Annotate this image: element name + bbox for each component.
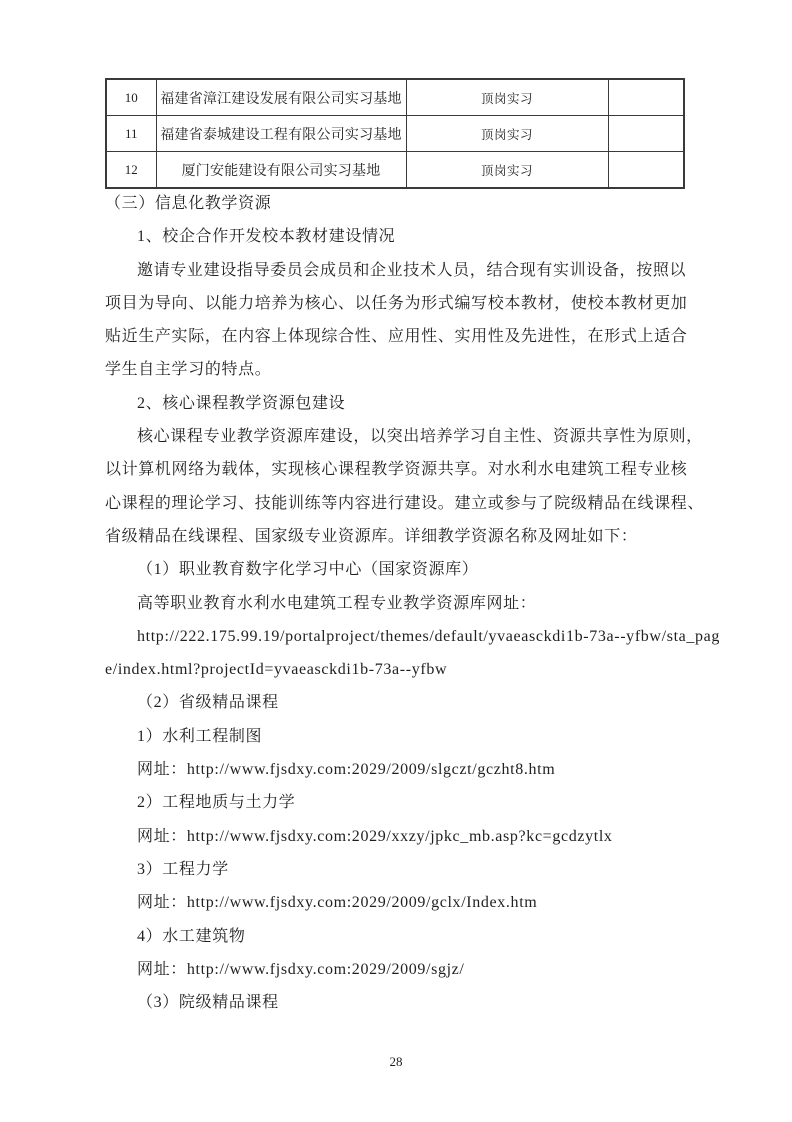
course-1-url: 网址：http://www.fjsdxy.com:2029/2009/slgczt/gczht8.htm — [137, 761, 556, 779]
page-number: 28 — [389, 1054, 403, 1069]
paragraph-line: 省级精品在线课程、国家级专业资源库。详细教学资源名称及网址如下： — [105, 527, 638, 545]
course-3-url: 网址：http://www.fjsdxy.com:2029/2009/gclx/Index.htm — [137, 894, 538, 912]
paragraph-line: 高等职业教育水利水电建筑工程专业教学资源库网址： — [137, 594, 537, 612]
cell-category: 顶岗实习 — [406, 79, 608, 116]
item-3-heading: （3）院级精品课程 — [137, 994, 279, 1012]
internship-table — [105, 78, 685, 189]
internship-table-body — [106, 79, 684, 188]
cell-base-name: 福建省漳江建设发展有限公司实习基地 — [156, 79, 406, 116]
url-line: e/index.html?projectId=yvaeasckdi1b-73a--yfbw — [105, 661, 448, 679]
url-line: http://222.175.99.19/portalproject/themes/default/yvaeasckdi1b-73a--yfbw/sta_pag — [137, 627, 721, 645]
course-4-url: 网址：http://www.fjsdxy.com:2029/2009/sgjz/ — [137, 960, 465, 978]
cell-category: 顶岗实习 — [406, 116, 608, 152]
paragraph-line: 贴近生产实际，在内容上体现综合性、应用性、实用性及先进性，在形式上适合 — [105, 328, 688, 346]
course-1-title: 1）水利工程制图 — [137, 727, 263, 745]
item-2-heading: （2）省级精品课程 — [137, 694, 279, 712]
cell-index: 12 — [106, 152, 156, 189]
cell-index: 11 — [106, 116, 156, 152]
cell-base-name: 厦门安能建设有限公司实习基地 — [156, 152, 406, 189]
subsection-1-heading: 1、校企合作开发校本教材建设情况 — [137, 228, 396, 246]
table-row — [106, 116, 684, 152]
cell-category: 顶岗实习 — [406, 152, 608, 189]
course-2-title: 2）工程地质与土力学 — [137, 794, 296, 812]
cell-note — [608, 79, 684, 116]
paragraph-line: 以计算机网络为载体，实现核心课程教学资源共享。对水利水电建筑工程专业核 — [105, 461, 688, 479]
course-3-title: 3）工程力学 — [137, 860, 229, 878]
cell-note — [608, 116, 684, 152]
course-4-title: 4）水工建筑物 — [137, 927, 246, 945]
subsection-2-heading: 2、核心课程教学资源包建设 — [137, 394, 346, 412]
cell-note — [608, 152, 684, 189]
cell-base-name: 福建省泰城建设工程有限公司实习基地 — [156, 116, 406, 152]
table-row — [106, 152, 684, 189]
paragraph-line: 项目为导向、以能力培养为核心、以任务为形式编写校本教材，使校本教材更加 — [105, 294, 688, 312]
paragraph-line: 学生自主学习的特点。 — [105, 361, 272, 379]
course-2-url: 网址：http://www.fjsdxy.com:2029/xxzy/jpkc_mb.asp?kc=gcdzytlx — [137, 827, 613, 845]
table-row — [106, 79, 684, 116]
paragraph-line: 核心课程专业教学资源库建设，以突出培养学习自主性、资源共享性为原则， — [137, 428, 703, 446]
paragraph-line: 邀请专业建设指导委员会成员和企业技术人员，结合现有实训设备，按照以 — [137, 261, 687, 279]
document-body — [105, 187, 721, 1019]
item-1-heading: （1）职业教育数字化学习中心（国家资源库） — [137, 561, 479, 579]
cell-index: 10 — [106, 79, 156, 116]
paragraph-line: 心课程的理论学习、技能训练等内容进行建设。建立或参与了院级精品在线课程、 — [105, 494, 705, 512]
section-heading-3: （三）信息化教学资源 — [105, 195, 272, 212]
